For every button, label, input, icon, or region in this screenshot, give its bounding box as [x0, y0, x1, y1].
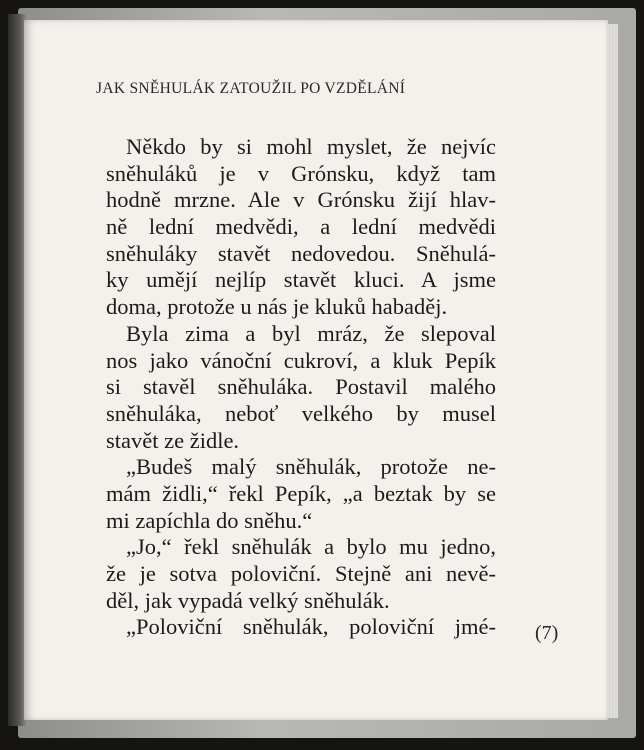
text-line: doma, protože u nás je kluků habaděj.: [106, 294, 448, 320]
text-line: „Poloviční sněhulák, poloviční jmé-: [126, 614, 496, 640]
body-text: [106, 134, 496, 641]
text-line: stavět ze židle.: [106, 427, 240, 453]
text-line: sněhuláků je v Grónsku, když tam: [106, 160, 496, 186]
page-number: (7): [535, 622, 559, 644]
text-line: mi zapíchla do sněhu.“: [106, 507, 313, 533]
text-line: děl, jak vypadá velký sněhulák.: [106, 587, 390, 613]
text-line: sněhuláky stavět nedovedou. Sněhulá-: [106, 240, 496, 266]
text-line: Někdo by si mohl myslet, že nejvíc: [126, 134, 496, 159]
text-line: ky umějí nejlíp stavět kluci. A jsme: [106, 267, 496, 293]
text-line: že je sotva poloviční. Stejně ani nevě-: [106, 561, 496, 586]
text-line: „Jo,“ řekl sněhulák a bylo mu jedno,: [126, 534, 496, 560]
text-line: ně lední medvědi, a lední medvědi: [106, 214, 496, 240]
text-line: Byla zima a byl mráz, že slepoval: [126, 320, 496, 346]
running-header: JAK SNĚHULÁK ZATOUŽIL PO VZDĚLÁNÍ: [96, 80, 406, 97]
text-line: nos jako vánoční cukroví, a kluk Pepík: [106, 347, 496, 373]
text-line: sněhuláka, neboť velkého by musel: [106, 400, 496, 426]
text-line: hodně mrzne. Ale v Grónsku žijí hlav-: [106, 187, 496, 213]
text-line: mám židli,“ řekl Pepík, „a beztak by se: [106, 480, 496, 506]
page-edges: [608, 24, 618, 718]
text-line: si stavěl sněhuláka. Postavil malého: [106, 374, 496, 400]
text-line: „Budeš malý sněhulák, protože ne-: [126, 454, 496, 480]
